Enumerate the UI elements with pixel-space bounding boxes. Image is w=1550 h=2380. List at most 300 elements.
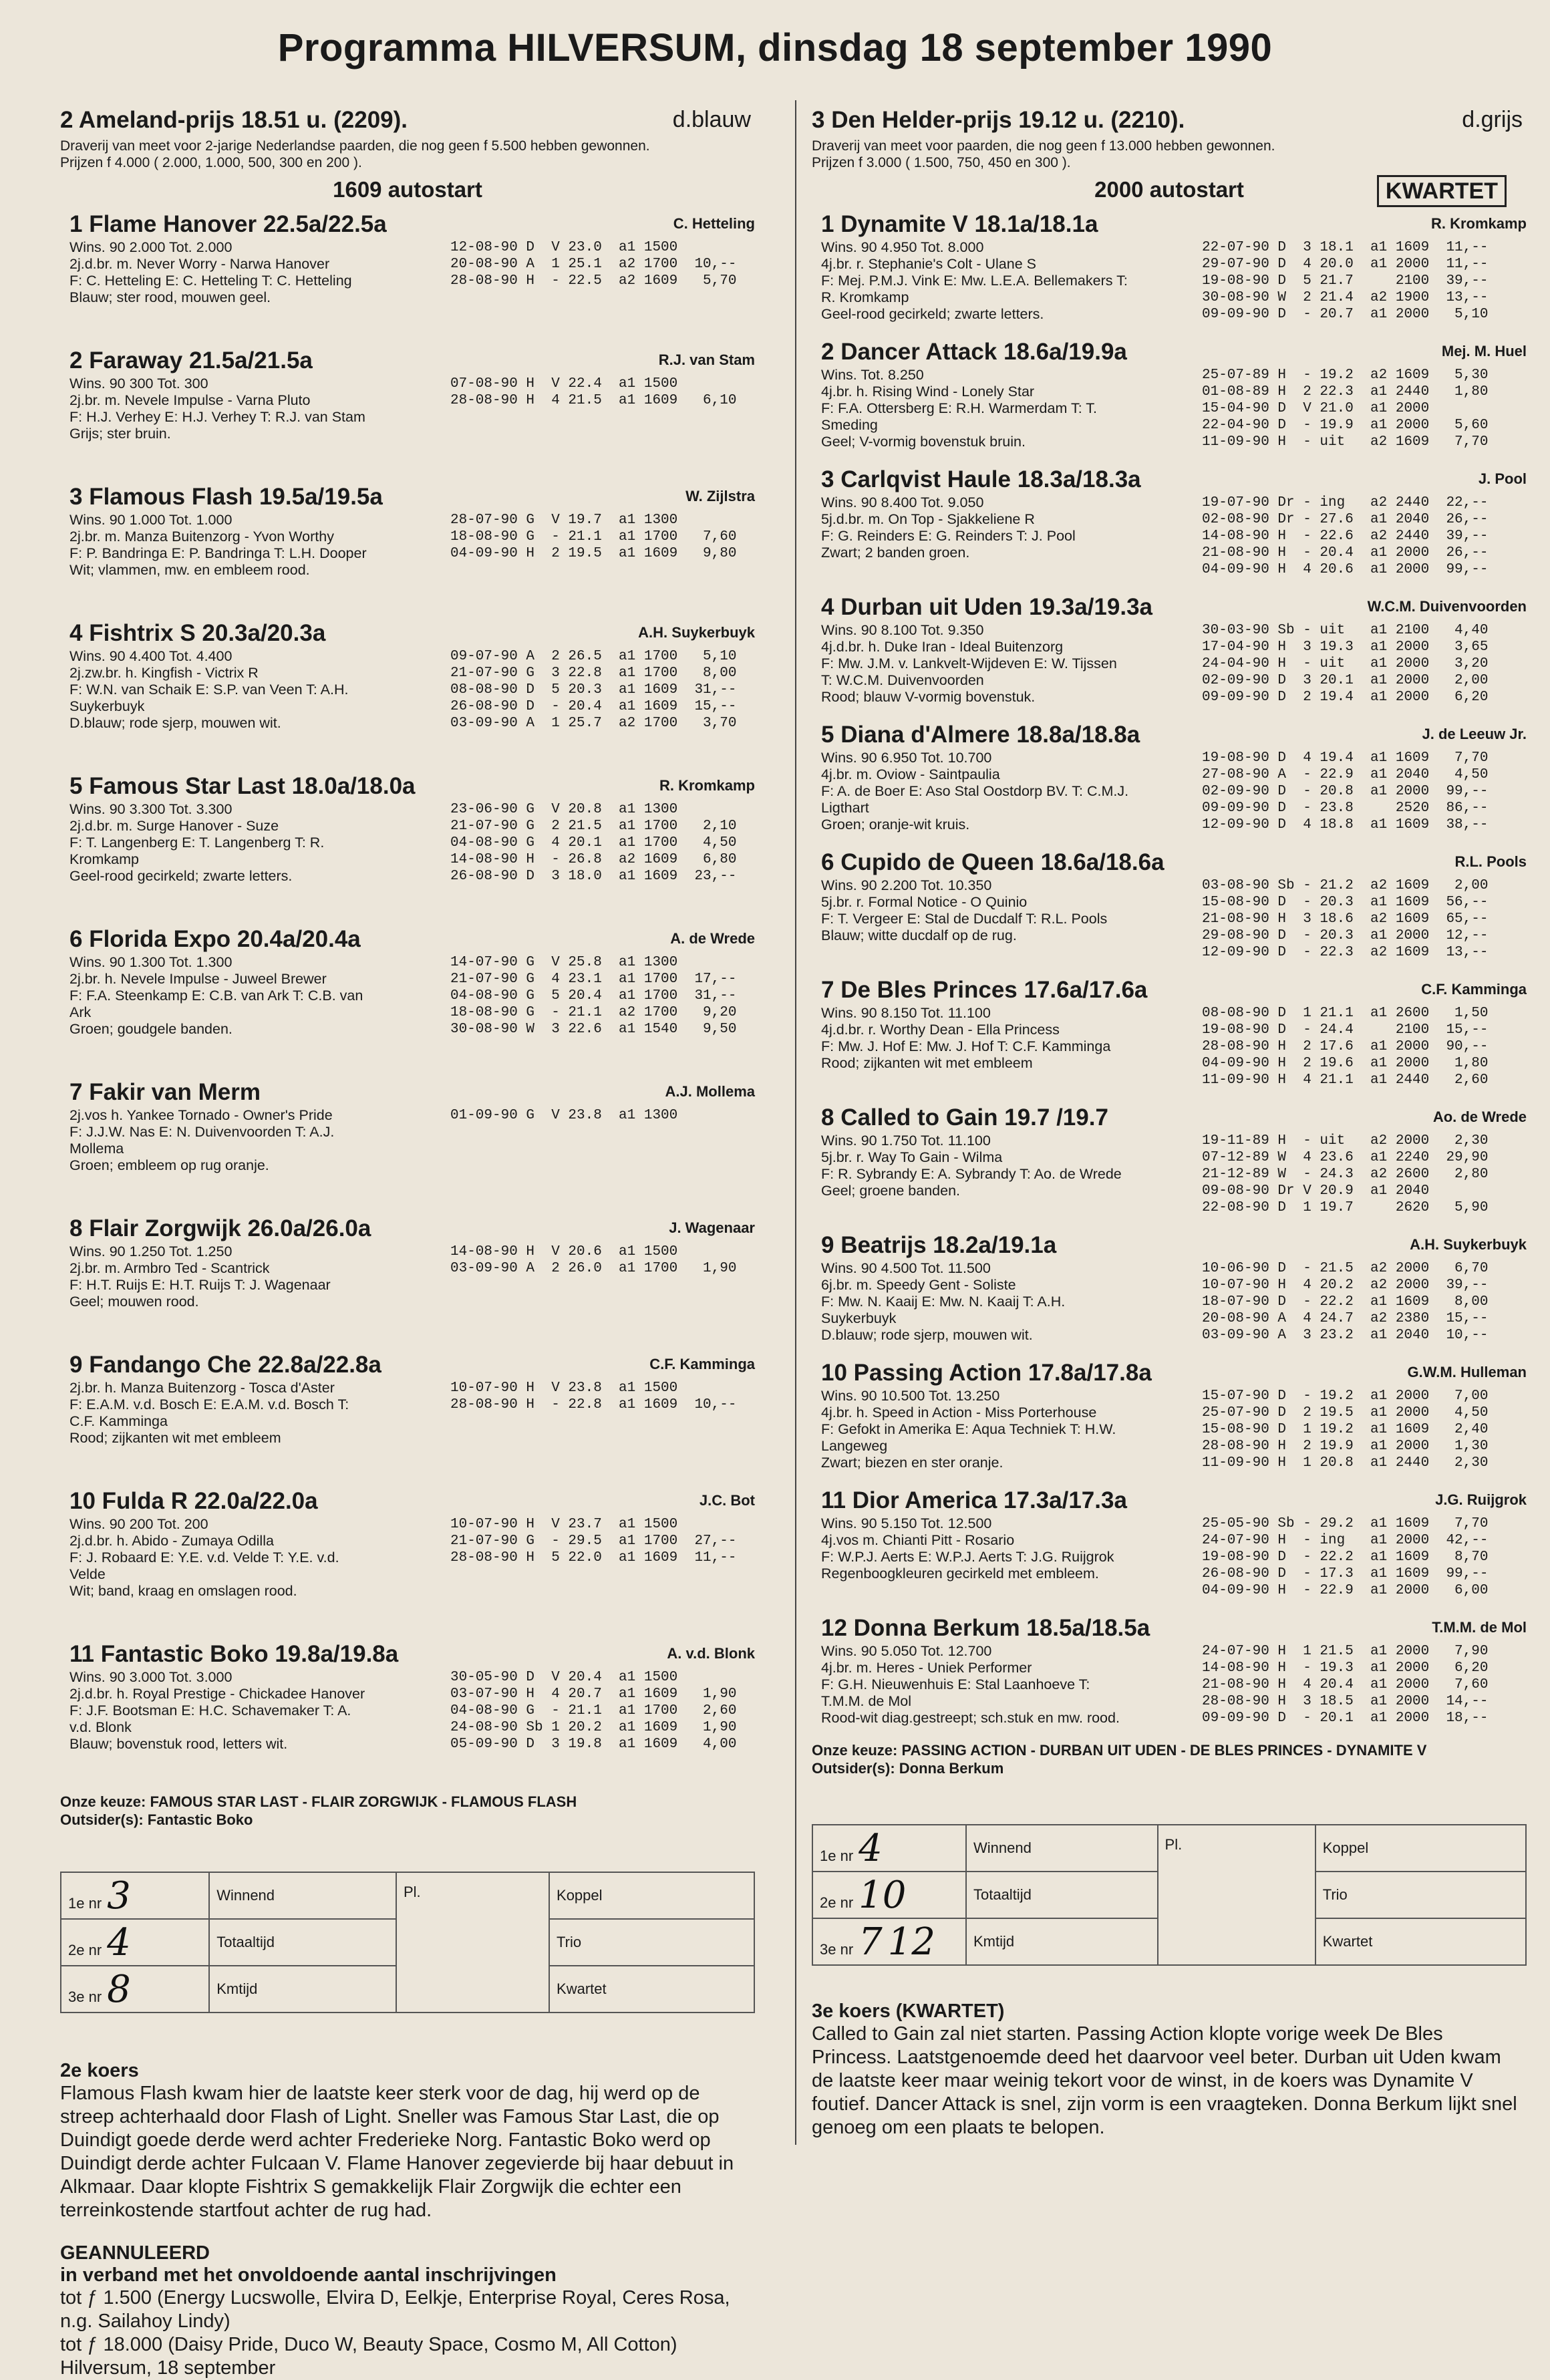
result-row: 10-07-90 H V 23.8 a1 1500: [450, 1380, 678, 1396]
horse-info: [821, 1388, 1202, 1471]
result-row: 02-09-90 D - 20.8 a1 2000 99,--: [1202, 784, 1489, 799]
result-row: 28-08-90 H - 22.8 a1 1609 10,--: [450, 1397, 737, 1412]
horse-details: [821, 1260, 1527, 1344]
horse-info-line: Wins. 90 3.000 Tot. 3.000: [69, 1669, 232, 1685]
horse-info-line: Wit; vlammen, mw. en embleem rood.: [69, 562, 310, 578]
result-row: 15-04-90 D V 21.0 a1 2000: [1202, 401, 1430, 416]
horse-entry: [69, 1214, 755, 1310]
horse-driver: W. Zijlstra: [685, 488, 755, 504]
horse-results: [450, 954, 736, 1038]
horse-info-line: Geel-rood gecirkeld; zwarte letters.: [821, 306, 1044, 322]
horse-entry: [821, 976, 1527, 1088]
column-divider: [795, 100, 796, 2145]
result-row: 25-07-89 H - 19.2 a2 1609 5,30: [1202, 367, 1489, 383]
horse-results: [1202, 622, 1488, 706]
bet-type-label: Kmtijd: [973, 1933, 1015, 1950]
horse-info-line: Wins. 90 3.300 Tot. 3.300: [69, 801, 232, 817]
result-row: 28-08-90 H 5 22.0 a1 1609 11,--: [450, 1550, 737, 1566]
horse-info: [69, 954, 450, 1038]
horse-entry: [821, 337, 1527, 450]
horse-info-line: Wins. 90 5.150 Tot. 12.500: [821, 1515, 992, 1531]
horse-results: [450, 648, 736, 732]
horse-entry: [69, 925, 755, 1038]
horse-info-line: F: R. Sybrandy E: A. Sybrandy T: Ao. de Wrede: [821, 1166, 1122, 1182]
horse-name: 2 Faraway 21.5a/21.5a: [69, 347, 313, 374]
result-row: 12-09-90 D - 22.3 a2 1609 13,--: [1202, 945, 1489, 960]
horse-name: 10 Passing Action 17.8a/17.8a: [821, 1360, 1152, 1386]
result-row: 15-07-90 D - 19.2 a1 2000 7,00: [1202, 1388, 1489, 1404]
result-row: 20-08-90 A 4 24.7 a2 2380 15,--: [1202, 1311, 1489, 1326]
horse-results: [1202, 494, 1488, 578]
horse-info-line: F: J. Robaard E: Y.E. v.d. Velde T: Y.E. v.d.: [69, 1549, 339, 1566]
horse-info-line: Wins. 90 4.950 Tot. 8.000: [821, 239, 984, 255]
cancelled-line: Hilversum, 18 september: [60, 2357, 276, 2379]
horse-info-line: T: W.C.M. Duivenvoorden: [821, 672, 984, 688]
horse-results: [450, 1669, 736, 1753]
combo-label: Kwartet: [1322, 1933, 1373, 1950]
horse-info-line: Zwart; biezen en ster oranje.: [821, 1455, 1003, 1471]
horse-info-line: 5j.br. r. Formal Notice - O Quinio: [821, 894, 1028, 910]
handwritten-number: 10: [859, 1873, 907, 1917]
horse-details: [69, 1380, 755, 1447]
combo-label: Trio: [557, 1934, 582, 1950]
horse-info-line: Wins. 90 4.400 Tot. 4.400: [69, 648, 232, 664]
horse-entry: [821, 1358, 1527, 1471]
horse-info-line: Ark: [69, 1004, 92, 1020]
start-type: [60, 175, 755, 204]
horse-info-line: Wins. 90 1.000 Tot. 1.000: [69, 512, 232, 528]
horse-info-line: Wins. 90 8.100 Tot. 9.350: [821, 622, 984, 638]
bet-type-label: Totaaltijd: [216, 1934, 275, 1950]
result-row: 30-08-90 W 2 21.4 a2 1900 13,--: [1202, 290, 1489, 305]
horse-details: [821, 622, 1527, 706]
horse-info-line: 2j.d.br. m. Surge Hanover - Suze: [69, 818, 279, 834]
result-row: 21-07-90 G 3 22.8 a1 1700 8,00: [450, 665, 737, 681]
horse-info-line: F: T. Vergeer E: Stal de Ducdalf T: R.L. Pools: [821, 911, 1108, 927]
horse-info-line: 2j.d.br. m. Never Worry - Narwa Hanover: [69, 256, 330, 272]
horse-results: [1202, 1133, 1488, 1216]
position-label: 3e nr: [68, 1988, 102, 2005]
horse-info-line: Velde: [69, 1566, 106, 1582]
result-row: 04-09-90 H - 22.9 a1 2000 6,00: [1202, 1583, 1489, 1598]
horse-name: 11 Fantastic Boko 19.8a/19.8a: [69, 1641, 399, 1667]
result-row: 05-09-90 D 3 19.8 a1 1609 4,00: [450, 1737, 737, 1752]
horse-info-line: Wins. 90 10.500 Tot. 13.250: [821, 1388, 1000, 1404]
horse-driver: J. Wagenaar: [669, 1219, 755, 1236]
horse-info-line: F: T. Langenberg E: T. Langenberg T: R.: [69, 835, 325, 851]
horse-info-line: Rood-wit diag.gestreept; sch.stuk en mw. rood.: [821, 1710, 1120, 1726]
horse-info-line: Wins. 90 2.000 Tot. 2.000: [69, 239, 232, 255]
horse-info-line: Wins. 90 1.250 Tot. 1.250: [69, 1243, 232, 1259]
horse-results: [450, 1107, 677, 1174]
race-column-left: [60, 100, 755, 2379]
horse-results: [1202, 877, 1488, 961]
combo-label: Koppel: [557, 1887, 603, 1904]
result-row: 14-08-90 H - 19.3 a1 2000 6,20: [1202, 1660, 1489, 1676]
horse-details: [821, 494, 1527, 578]
horse-driver: J. Pool: [1478, 470, 1527, 487]
our-choice: [812, 1741, 1527, 1777]
horse-info: [821, 1643, 1202, 1727]
horse-info-line: D.blauw; rode sjerp, mouwen wit.: [69, 715, 281, 731]
horse-driver: R. Kromkamp: [1430, 215, 1527, 232]
combo-cell: [1315, 1872, 1526, 1918]
result-row: 11-09-90 H 4 21.1 a1 2440 2,60: [1202, 1072, 1489, 1088]
position-cell: [61, 1966, 209, 2013]
horse-info-line: F: G.H. Nieuwenhuis E: Stal Laanhoeve T:: [821, 1676, 1090, 1692]
horse-info-line: Regenboogkleuren gecirkeld met embleem.: [821, 1566, 1099, 1582]
result-row: 19-08-90 D 4 19.4 a1 1609 7,70: [1202, 750, 1489, 766]
horse-results: [450, 1243, 736, 1310]
horse-entry: [69, 482, 755, 579]
result-row: 15-08-90 D - 20.3 a1 1609 56,--: [1202, 895, 1489, 910]
horse-info-line: T.M.M. de Mol: [821, 1693, 911, 1709]
horse-info: [821, 239, 1202, 323]
result-row: 03-08-90 Sb - 21.2 a2 1609 2,00: [1202, 878, 1489, 893]
horse-info-line: Wins. Tot. 8.250: [821, 367, 924, 383]
horse-info-line: Grijs; ster bruin.: [69, 426, 171, 442]
result-row: 14-08-90 H V 20.6 a1 1500: [450, 1244, 678, 1259]
horse-info-line: Wins. 90 300 Tot. 300: [69, 376, 208, 392]
place-cell: [1158, 1825, 1315, 1965]
result-row: 09-09-90 D - 20.7 a1 2000 5,10: [1202, 307, 1489, 322]
horse-entry: [69, 1078, 755, 1174]
horse-name: 11 Dior America 17.3a/17.3a: [821, 1487, 1127, 1513]
horse-results: [450, 512, 736, 579]
horse-details: [821, 1643, 1527, 1727]
result-row: 03-09-90 A 1 25.7 a2 1700 3,70: [450, 716, 737, 731]
horse-info-line: 2j.d.br. h. Abido - Zumaya Odilla: [69, 1533, 274, 1549]
place-label: Pl.: [1165, 1836, 1183, 1853]
horse-entry: [821, 465, 1527, 578]
horse-info-line: Rood; zijkanten wit met embleem: [821, 1055, 1033, 1071]
horse-results: [450, 376, 736, 442]
horse-results: [1202, 1515, 1488, 1599]
horse-entry: [821, 210, 1527, 323]
result-row: 29-07-90 D 4 20.0 a1 2000 11,--: [1202, 257, 1489, 272]
horse-driver: G.W.M. Hulleman: [1407, 1364, 1527, 1380]
horse-info: [69, 1669, 450, 1753]
our-choice-picks: Onze keuze: FAMOUS STAR LAST - FLAIR ZORGWIJK - FLAMOUS FLASH: [60, 1793, 577, 1810]
horse-results: [1202, 750, 1488, 833]
horse-info-line: Wins. 90 5.050 Tot. 12.700: [821, 1643, 992, 1659]
horse-entry: [821, 1231, 1527, 1344]
place-label: Pl.: [403, 1884, 421, 1900]
start-type: [812, 175, 1527, 204]
position-label: 3e nr: [820, 1940, 854, 1958]
horse-driver: J.C. Bot: [699, 1492, 755, 1509]
horse-name: 3 Carlqvist Haule 18.3a/18.3a: [821, 466, 1141, 492]
bet-type-cell: [966, 1918, 1158, 1965]
result-row: 09-08-90 Dr V 20.9 a1 2040: [1202, 1183, 1430, 1199]
result-row: 07-08-90 H V 22.4 a1 1500: [450, 376, 678, 392]
horse-info-line: F: J.J.W. Nas E: N. Duivenvoorden T: A.J.: [69, 1124, 335, 1140]
result-row: 09-09-90 D - 20.1 a1 2000 18,--: [1202, 1710, 1489, 1726]
horse-info-line: F: P. Bandringa E: P. Bandringa T: L.H. Dooper: [69, 545, 367, 561]
horse-driver: Ao. de Wrede: [1432, 1108, 1527, 1125]
page-title: Programma HILVERSUM, dinsdag 18 september 1990: [277, 26, 1273, 69]
horse-info-line: Rood; blauw V-vormig bovenstuk.: [821, 689, 1036, 705]
race-heading: [812, 107, 1527, 134]
position-cell: [812, 1918, 966, 1965]
result-row: 28-08-90 H 4 21.5 a1 1609 6,10: [450, 393, 737, 408]
horse-name: 2 Dancer Attack 18.6a/19.9a: [821, 339, 1127, 365]
result-row: 09-07-90 A 2 26.5 a1 1700 5,10: [450, 649, 737, 664]
result-row: 10-07-90 H 4 20.2 a2 2000 39,--: [1202, 1278, 1489, 1293]
result-row: 11-09-90 H 1 20.8 a1 2440 2,30: [1202, 1455, 1489, 1471]
race-comment: Flamous Flash kwam hier de laatste keer sterk voor de dag, hij werd op de streep achterhaald door Flash of Light. Sneller was Famous Star Last, die op Duindigt goede derde werd achter Frederieke Norg. Fantastic Boko werd op Duindigt derde achter Fulcaan V. Flame Hanover zegevierde bij haar debuut in Alkmaar. Daar klopte Fishtrix S gemakkelijk Flair Zorgwijk die echter een terreinkostende startfout achter de rug had.: [60, 2083, 734, 2221]
result-row: 23-06-90 G V 20.8 a1 1300: [450, 802, 678, 817]
horse-info-line: Smeding: [821, 417, 878, 433]
horse-info-line: 2j.br. m. Armbro Ted - Scantrick: [69, 1260, 270, 1276]
horse-results: [1202, 367, 1488, 450]
horse-name: 3 Flamous Flash 19.5a/19.5a: [69, 484, 383, 510]
result-row: 29-08-90 D - 20.3 a1 2000 12,--: [1202, 928, 1489, 943]
horse-info: [821, 750, 1202, 833]
bet-type-label: Kmtijd: [216, 1980, 258, 1997]
result-row: 22-04-90 D - 19.9 a1 2000 5,60: [1202, 418, 1489, 433]
result-row: 03-07-90 H 4 20.7 a1 1609 1,90: [450, 1686, 737, 1702]
result-row: 08-08-90 D 1 21.1 a1 2600 1,50: [1202, 1006, 1489, 1021]
bet-type-cell: [209, 1919, 396, 1966]
horse-entry: [69, 619, 755, 732]
horse-driver: J.G. Ruijgrok: [1435, 1491, 1527, 1508]
horse-results: [450, 1380, 736, 1447]
horse-info-line: 4j.d.br. r. Worthy Dean - Ella Princess: [821, 1022, 1060, 1038]
horse-info: [821, 1260, 1202, 1344]
horse-info-line: Wit; band, kraag en omslagen rood.: [69, 1583, 297, 1599]
horse-info: [69, 239, 450, 306]
horse-info-line: Groen; goudgele banden.: [69, 1021, 232, 1037]
horse-info-line: C.F. Kamminga: [69, 1413, 168, 1429]
result-row: 22-08-90 D 1 19.7 2620 5,90: [1202, 1200, 1489, 1215]
horse-entry: [69, 772, 755, 885]
horse-results: [450, 1516, 736, 1600]
horse-info-line: F: Mej. P.M.J. Vink E: Mw. L.E.A. Bellemakers T:: [821, 273, 1128, 289]
horse-details: [69, 512, 755, 579]
bet-type-cell: [209, 1966, 396, 2013]
combo-label: Trio: [1322, 1886, 1348, 1903]
horse-info-line: F: Mw. J.M. v. Lankvelt-Wijdeven E: W. Tijssen: [821, 655, 1117, 672]
horse-info-line: v.d. Blonk: [69, 1719, 132, 1735]
horse-info-line: Wins. 90 6.950 Tot. 10.700: [821, 750, 992, 766]
horse-name: 7 Fakir van Merm: [69, 1079, 261, 1105]
horse-info-line: F: H.J. Verhey E: H.J. Verhey T: R.J. van Stam: [69, 409, 365, 425]
position-label: 1e nr: [820, 1847, 854, 1864]
bet-type-cell: [966, 1825, 1158, 1872]
horse-info-line: F: G. Reinders E: G. Reinders T: J. Pool: [821, 528, 1076, 544]
result-row: 04-08-90 G 5 20.4 a1 1700 31,--: [450, 988, 737, 1004]
result-row: 26-08-90 D 3 18.0 a1 1609 23,--: [450, 869, 737, 884]
horse-info-line: Wins. 90 200 Tot. 200: [69, 1516, 208, 1532]
handwritten-number: 8: [107, 1967, 131, 2011]
race-color: d.blauw: [672, 107, 751, 132]
result-row: 30-03-90 Sb - uit a1 2100 4,40: [1202, 623, 1489, 638]
horse-details: [821, 1005, 1527, 1088]
horse-info: [821, 1005, 1202, 1088]
horse-info: [69, 648, 450, 732]
horse-entry: [69, 1350, 755, 1447]
result-table-row: [61, 1872, 754, 1919]
horse-name: 1 Dynamite V 18.1a/18.1a: [821, 211, 1098, 237]
horse-details: [69, 1107, 755, 1174]
horse-info: [69, 801, 450, 885]
result-row: 28-08-90 H 2 19.9 a1 2000 1,30: [1202, 1439, 1489, 1454]
horse-info: [821, 622, 1202, 706]
position-label: 2e nr: [820, 1894, 854, 1911]
result-row: 04-09-90 H 2 19.6 a1 2000 1,80: [1202, 1056, 1489, 1071]
result-row: 04-08-90 G 4 20.1 a1 1700 4,50: [450, 835, 737, 851]
cancelled-line: tot ƒ 1.500 (Energy Lucswolle, Elvira D, Eelkje, Enterprise Royal, Ceres Rosa, n.g. Sailahoy Lindy): [60, 2287, 730, 2332]
horse-info-line: Wins. 90 4.500 Tot. 11.500: [821, 1260, 991, 1276]
race-comment: Called to Gain zal niet starten. Passing Action klopte vorige week De Bles Princess. Laatstgenoemde deed het daarvoor veel beter. Durban uit Uden kwam de laatste keer maar weinig tekort voor de winst, in de koers was Dynamite V foutief. Dancer Attack is snel, zijn vorm is een vraagteken. Donna Berkum lijkt snel genoeg om een plaats te belopen.: [812, 2023, 1517, 2138]
horse-info-line: Blauw; bovenstuk rood, letters wit.: [69, 1736, 288, 1752]
horse-info: [821, 877, 1202, 961]
horse-details: [821, 239, 1527, 323]
result-row: 19-11-89 H - uit a2 2000 2,30: [1202, 1133, 1489, 1149]
horse-driver: C.F. Kamminga: [649, 1356, 755, 1372]
horse-name: 9 Beatrijs 18.2a/19.1a: [821, 1232, 1057, 1258]
result-row: 25-07-90 D 2 19.5 a1 2000 4,50: [1202, 1405, 1489, 1421]
horse-info-line: 2j.br. m. Nevele Impulse - Varna Pluto: [69, 392, 311, 408]
combo-cell: [549, 1919, 754, 1966]
result-row: 26-08-90 D - 20.4 a1 1609 15,--: [450, 699, 737, 714]
horse-driver: C. Hetteling: [673, 215, 755, 232]
race-comment-title: 2e koers: [60, 2060, 139, 2081]
result-row: 21-12-89 W - 24.3 a2 2600 2,80: [1202, 1167, 1489, 1182]
horse-info-line: F: J.F. Bootsman E: H.C. Schavemaker T: A.: [69, 1702, 351, 1719]
horse-info-line: Blauw; witte ducdalf op de rug.: [821, 927, 1017, 943]
horse-driver: A.H. Suykerbuyk: [638, 624, 755, 641]
bet-type-cell: [966, 1872, 1158, 1918]
horse-info-line: 4j.br. m. Oviow - Saintpaulia: [821, 766, 1000, 782]
horse-driver: T.M.M. de Mol: [1432, 1619, 1527, 1636]
horse-info: [69, 1107, 450, 1174]
horse-details: [69, 376, 755, 442]
horse-entry: [69, 210, 755, 306]
horse-results: [1202, 1388, 1488, 1471]
horse-info-line: 4j.br. h. Speed in Action - Miss Porterhouse: [821, 1404, 1097, 1421]
result-row: 03-09-90 A 3 23.2 a1 2040 10,--: [1202, 1328, 1489, 1343]
position-label: 1e nr: [68, 1894, 102, 1912]
horse-entry: [821, 1614, 1527, 1727]
result-row: 21-08-90 H 3 18.6 a2 1609 65,--: [1202, 911, 1489, 927]
combo-cell: [1315, 1918, 1526, 1965]
race-column-right: [812, 100, 1527, 2205]
horse-info-line: F: A. de Boer E: Aso Stal Oostdorp BV. T: C.M.J.: [821, 783, 1129, 799]
horse-details: [821, 877, 1527, 961]
our-choice-picks: Onze keuze: PASSING ACTION - DURBAN UIT UDEN - DE BLES PRINCES - DYNAMITE V: [812, 1742, 1427, 1759]
horse-info-line: 6j.br. m. Speedy Gent - Soliste: [821, 1277, 1016, 1293]
horse-info: [821, 1133, 1202, 1216]
start-distance: 1609 autostart: [333, 177, 482, 202]
horse-results: [450, 239, 736, 306]
horse-name: 8 Flair Zorgwijk 26.0a/26.0a: [69, 1215, 371, 1241]
horse-driver: A.J. Mollema: [665, 1083, 755, 1100]
horse-name: 7 De Bles Princes 17.6a/17.6a: [821, 977, 1148, 1003]
horse-info-line: Wins. 90 8.400 Tot. 9.050: [821, 494, 984, 510]
horse-details: [69, 801, 755, 885]
result-row: 24-08-90 Sb 1 20.2 a1 1609 1,90: [450, 1720, 737, 1735]
horse-driver: R. Kromkamp: [659, 777, 755, 794]
position-label: 2e nr: [68, 1941, 102, 1958]
result-row: 11-09-90 H - uit a2 1609 7,70: [1202, 434, 1489, 450]
horse-info-line: Wins. 90 1.750 Tot. 11.100: [821, 1133, 991, 1149]
race-description-line: Prijzen f 3.000 ( 1.500, 750, 450 en 300 ).: [812, 155, 1071, 170]
result-row: 03-09-90 A 2 26.0 a1 1700 1,90: [450, 1261, 737, 1276]
horse-info: [821, 367, 1202, 450]
result-row: 02-08-90 Dr - 27.6 a1 2040 26,--: [1202, 512, 1489, 527]
horse-info-line: Groen; embleem op rug oranje.: [69, 1157, 269, 1173]
horse-info-line: 5j.br. r. Way To Gain - Wilma: [821, 1149, 1003, 1165]
position-cell: [812, 1825, 966, 1872]
horse-name: 4 Fishtrix S 20.3a/20.3a: [69, 620, 326, 646]
combo-cell: [549, 1966, 754, 2013]
horse-results: [450, 801, 736, 885]
horse-info-line: F: F.A. Ottersberg E: R.H. Warmerdam T: T.: [821, 400, 1097, 416]
race-description-line: Draverij van meet voor 2-jarige Nederlandse paarden, die nog geen f 5.500 hebben gewonnen.: [60, 138, 650, 154]
horse-driver: W.C.M. Duivenvoorden: [1367, 598, 1527, 615]
result-row: 14-08-90 H - 22.6 a2 2440 39,--: [1202, 529, 1489, 544]
result-row: 02-09-90 D 3 20.1 a1 2000 2,00: [1202, 673, 1489, 688]
result-row: 21-07-90 G - 29.5 a1 1700 27,--: [450, 1533, 737, 1549]
position-cell: [812, 1872, 966, 1918]
horse-entry: [821, 1486, 1527, 1599]
horse-entry: [69, 1487, 755, 1600]
horse-name: 12 Donna Berkum 18.5a/18.5a: [821, 1615, 1150, 1641]
horse-info-line: 2j.vos h. Yankee Tornado - Owner's Pride: [69, 1107, 333, 1123]
result-row: 26-08-90 D - 17.3 a1 1609 99,--: [1202, 1566, 1489, 1582]
result-table: [812, 1824, 1527, 1966]
horse-info-line: F: Mw. N. Kaaij E: Mw. N. Kaaij T: A.H.: [821, 1294, 1066, 1310]
bet-type-label: Totaaltijd: [973, 1886, 1032, 1903]
horse-results: [1202, 1260, 1488, 1344]
race-title: 2 Ameland-prijs 18.51 u. (2209).: [60, 107, 408, 133]
result-row: 30-05-90 D V 20.4 a1 1500: [450, 1670, 678, 1685]
horse-info: [69, 376, 450, 442]
our-choice: [60, 1793, 755, 1829]
result-row: 14-07-90 G V 25.8 a1 1300: [450, 955, 678, 970]
horse-details: [69, 954, 755, 1038]
result-row: 01-08-89 H 2 22.3 a1 2440 1,80: [1202, 384, 1489, 400]
horse-entry: [69, 346, 755, 442]
horse-info-line: F: W.N. van Schaik E: S.P. van Veen T: A.H.: [69, 682, 349, 698]
horse-info: [69, 1380, 450, 1447]
horse-info-line: 4j.d.br. h. Duke Iran - Ideal Buitenzorg: [821, 639, 1064, 655]
horse-info-line: 4j.br. m. Heres - Uniek Performer: [821, 1660, 1032, 1676]
horse-results: [1202, 1005, 1488, 1088]
horse-info-line: Wins. 90 8.150 Tot. 11.100: [821, 1005, 991, 1021]
horse-info-line: Suykerbuyk: [69, 698, 145, 714]
horse-entry: [821, 720, 1527, 833]
race-description-line: Draverij van meet voor paarden, die nog geen f 13.000 hebben gewonnen.: [812, 138, 1275, 154]
race-description: [60, 138, 755, 171]
horse-info-line: F: E.A.M. v.d. Bosch E: E.A.M. v.d. Bosch T:: [69, 1396, 349, 1412]
result-row: 04-08-90 G - 21.1 a1 1700 2,60: [450, 1703, 737, 1719]
horse-info-line: Langeweg: [821, 1438, 888, 1454]
horse-entry: [821, 848, 1527, 961]
result-row: 10-06-90 D - 21.5 a2 2000 6,70: [1202, 1261, 1489, 1276]
race-comment-title: 3e koers (KWARTET): [812, 2000, 1005, 2022]
result-row: 04-09-90 H 2 19.5 a1 1609 9,80: [450, 546, 737, 561]
result-row: 28-08-90 H 2 17.6 a1 2000 90,--: [1202, 1039, 1489, 1054]
horse-info: [821, 1515, 1202, 1599]
result-row: 04-09-90 H 4 20.6 a1 2000 99,--: [1202, 562, 1489, 577]
horse-info-line: 4j.br. r. Stephanie's Colt - Ulane S: [821, 256, 1036, 272]
bet-type-label: Winnend: [216, 1887, 275, 1904]
horse-info-line: 2j.br. m. Manza Buitenzorg - Yvon Worthy: [69, 529, 334, 545]
horse-info-line: 5j.d.br. m. On Top - Sjakkeliene R: [821, 511, 1035, 527]
